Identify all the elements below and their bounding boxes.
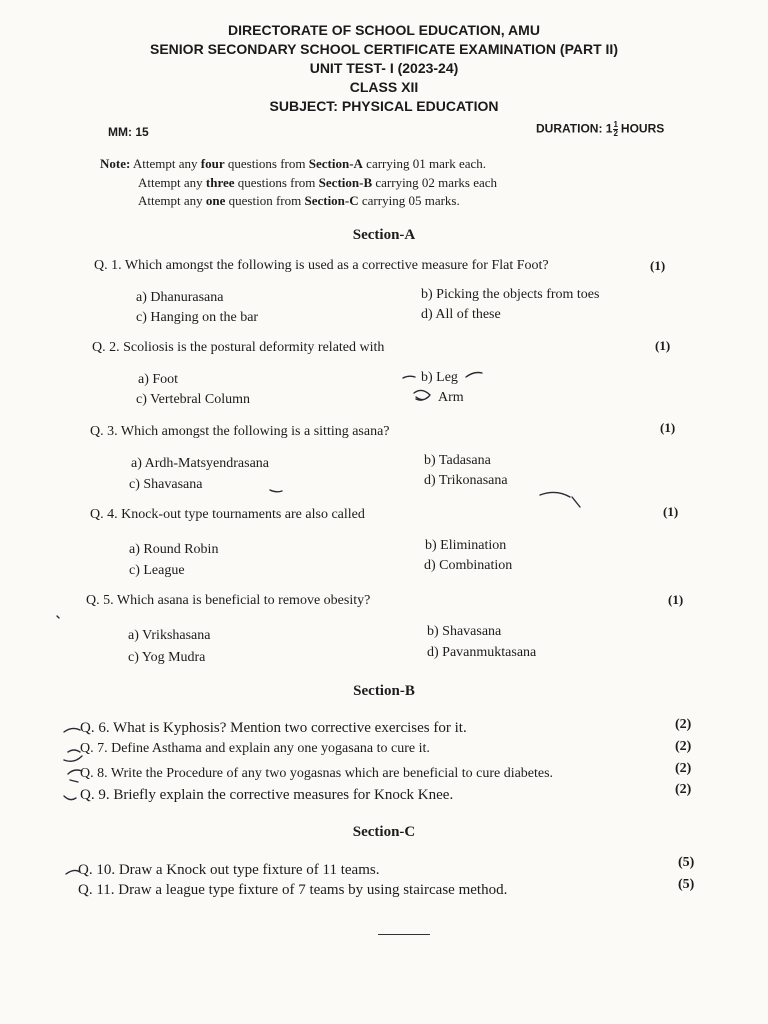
q4-option-d: d) Combination (424, 558, 513, 573)
q1-option-c: c) Hanging on the bar (136, 310, 259, 325)
q5-option-d: d) Pavanmuktasana (427, 645, 537, 660)
question-3-marks: (1) (660, 420, 676, 435)
question-9: Q. 9. Briefly explain the corrective measures for Knock Knee. (80, 787, 454, 803)
question-6: Q. 6. What is Kyphosis? Mention two corrective exercises for it. (80, 720, 467, 736)
q5-option-c: c) Yog Mudra (128, 650, 206, 665)
question-2-marks: (1) (655, 338, 671, 353)
arrow-mark-q4 (540, 492, 580, 507)
q4-option-c: c) League (129, 563, 185, 578)
q5-option-b: b) Shavasana (427, 624, 502, 639)
tick-mark-q9 (64, 796, 76, 800)
question-7-marks: (2) (675, 739, 692, 754)
scribble-mark-arm (414, 390, 430, 400)
question-1: Q. 1. Which amongst the following is used as a corrective measure for Flat Foot? (94, 258, 549, 273)
duration-unit: HOURS (620, 121, 665, 136)
q3-option-a: a) Ardh-Matsyendrasana (131, 456, 270, 471)
q1-option-b: b) Picking the objects from toes (421, 287, 600, 302)
section-a-title: Section-A (352, 227, 416, 243)
dash-mark-q5 (57, 616, 59, 618)
question-1-marks: (1) (650, 258, 666, 273)
question-5: Q. 5. Which asana is beneficial to remove obesity? (86, 593, 371, 608)
end-rule (378, 934, 430, 935)
question-3: Q. 3. Which amongst the following is a sitting asana? (90, 424, 390, 439)
question-6-marks: (2) (675, 717, 692, 732)
question-4-marks: (1) (663, 504, 679, 519)
header-unit-test: UNIT TEST- I (2023-24) (309, 60, 459, 76)
q1-option-d: d) All of these (421, 307, 501, 322)
header-class: CLASS XII (349, 79, 419, 95)
q1-option-a: a) Dhanurasana (136, 290, 224, 305)
q5-option-a: a) Vrikshasana (128, 628, 211, 643)
q2-option-c: c) Vertebral Column (136, 392, 251, 407)
q4-option-a: a) Round Robin (129, 542, 219, 557)
question-11-marks: (5) (678, 877, 695, 892)
header-subject: SUBJECT: PHYSICAL EDUCATION (269, 98, 499, 114)
tick-mark-q3 (270, 490, 282, 492)
q3-option-c: c) Shavasana (129, 477, 203, 492)
note-line-3: Attempt any one question from Section-C carrying 05 marks. (138, 193, 460, 208)
question-11: Q. 11. Draw a league type fixture of 7 teams by using staircase method. (78, 882, 508, 898)
q2-option-a: a) Foot (138, 372, 179, 387)
note-line-1: Note: Attempt any four questions from Section-A carrying 01 mark each. (100, 156, 487, 171)
header-directorate: DIRECTORATE OF SCHOOL EDUCATION, AMU (228, 22, 540, 38)
question-9-marks: (2) (675, 782, 692, 797)
q2-option-d: Arm (438, 390, 464, 405)
section-b-title: Section-B (353, 683, 415, 699)
question-10-marks: (5) (678, 855, 695, 870)
duration (536, 121, 664, 138)
question-2: Q. 2. Scoliosis is the postural deformity related with (92, 340, 385, 355)
q3-option-d: d) Trikonasana (424, 473, 508, 488)
question-4: Q. 4. Knock-out type tournaments are also called (90, 507, 365, 522)
q4-option-b: b) Elimination (425, 538, 507, 553)
max-marks: MM: 15 (108, 125, 149, 139)
question-8-marks: (2) (675, 761, 692, 776)
header-exam-name: SENIOR SECONDARY SCHOOL CERTIFICATE EXAMINATION (PART II) (150, 41, 618, 57)
question-10: Q. 10. Draw a Knock out type fixture of 11 teams. (78, 862, 380, 878)
question-8: Q. 8. Write the Procedure of any two yogasnas which are beneficial to cure diabetes. (80, 766, 554, 781)
duration-label: DURATION: 1 (536, 121, 613, 136)
question-5-marks: (1) (668, 592, 684, 607)
question-7: Q. 7. Define Asthama and explain any one yogasana to cure it. (80, 741, 430, 756)
duration-fraction: $\frac{1}{2}$ (613, 120, 618, 138)
q3-option-b: b) Tadasana (424, 453, 491, 468)
q2-option-b: b) Leg (421, 370, 458, 385)
note-line-2: Attempt any three questions from Section-B carrying 02 marks each (138, 175, 498, 190)
tick-mark-q6 (64, 728, 80, 732)
section-c-title: Section-C (352, 824, 416, 840)
